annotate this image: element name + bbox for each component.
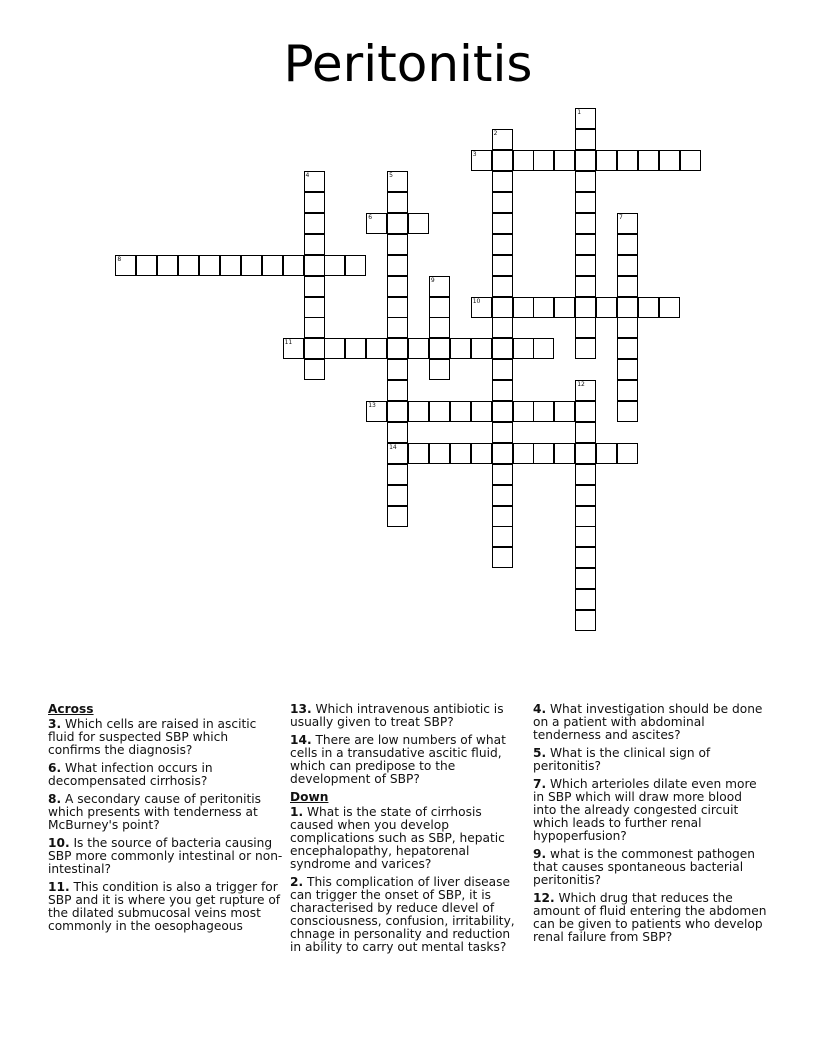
grid-cell[interactable]: [617, 338, 638, 359]
grid-cell[interactable]: [262, 255, 283, 276]
grid-cell[interactable]: [638, 150, 659, 171]
grid-cell[interactable]: [575, 589, 596, 610]
across-clues-part2: [290, 703, 525, 786]
clue-num: 2.: [290, 875, 304, 889]
grid-cell[interactable]: [513, 443, 534, 464]
grid-cell[interactable]: [492, 255, 513, 276]
grid-cell[interactable]: [533, 338, 554, 359]
grid-cell[interactable]: [387, 443, 408, 464]
grid-cell[interactable]: [115, 255, 136, 276]
grid-cell[interactable]: [575, 213, 596, 234]
clue-item: [290, 806, 525, 871]
grid-cell[interactable]: [617, 297, 638, 318]
grid-cell[interactable]: [492, 129, 513, 150]
grid-cell[interactable]: [429, 443, 450, 464]
grid-cell[interactable]: [492, 213, 513, 234]
grid-cell[interactable]: [387, 401, 408, 422]
clue-num: 5.: [533, 746, 547, 760]
clue-text: This complication of liver disease can trigger the onset of SBP, it is characterised by reduce dlevel of consciousness, confusion, irritability, chnage in personality and reduction in ability to carry out mental tasks?: [290, 875, 515, 954]
clue-number: 14: [389, 443, 397, 451]
clue-text: A secondary cause of peritonitis which presents with tenderness at McBurney's point?: [48, 792, 261, 832]
clues-column-2: [290, 703, 525, 959]
grid-cell[interactable]: [492, 380, 513, 401]
grid-cell[interactable]: [533, 150, 554, 171]
grid-cell[interactable]: [492, 192, 513, 213]
grid-cell[interactable]: [575, 443, 596, 464]
grid-cell[interactable]: [575, 297, 596, 318]
grid-cell[interactable]: [429, 359, 450, 380]
grid-cell[interactable]: [450, 338, 471, 359]
grid-cell[interactable]: [345, 255, 366, 276]
grid-cell[interactable]: [617, 276, 638, 297]
grid-cell[interactable]: [408, 213, 429, 234]
grid-cell[interactable]: [304, 359, 325, 380]
clue-num: 8.: [48, 792, 62, 806]
grid-cell[interactable]: [575, 317, 596, 338]
clue-item: [290, 734, 525, 786]
grid-cell[interactable]: [492, 317, 513, 338]
grid-cell[interactable]: [513, 297, 534, 318]
grid-cell[interactable]: [492, 506, 513, 527]
clue-number: 1: [577, 109, 582, 117]
grid-cell[interactable]: [554, 401, 575, 422]
grid-cell[interactable]: [387, 171, 408, 192]
clue-number: 4: [305, 172, 310, 180]
grid-cell[interactable]: [575, 526, 596, 547]
clue-text: Is the source of bacteria causing SBP more commonly intestinal or non-intestinal?: [48, 836, 283, 876]
grid-cell[interactable]: [157, 255, 178, 276]
clue-number: 12: [577, 381, 585, 389]
grid-cell[interactable]: [513, 338, 534, 359]
clue-item: [533, 703, 768, 742]
grid-cell[interactable]: [575, 150, 596, 171]
grid-cell[interactable]: [471, 401, 492, 422]
grid-cell[interactable]: [429, 401, 450, 422]
grid-cell[interactable]: [492, 422, 513, 443]
grid-cell[interactable]: [492, 547, 513, 568]
grid-cell[interactable]: [304, 338, 325, 359]
grid-cell[interactable]: [575, 506, 596, 527]
clue-num: 9.: [533, 847, 547, 861]
clue-text: what is the commonest pathogen that causes spontaneous bacterial peritonitis?: [533, 847, 756, 887]
clue-item: [48, 793, 283, 832]
grid-cell[interactable]: [575, 485, 596, 506]
grid-cell[interactable]: [366, 213, 387, 234]
grid-cell[interactable]: [492, 338, 513, 359]
clue-text: Which arterioles dilate even more in SBP which will draw more blood into the already congested circuit which leads to further renal hypoperfusion?: [533, 777, 757, 843]
grid-cell[interactable]: [450, 443, 471, 464]
grid-cell[interactable]: [429, 276, 450, 297]
grid-cell[interactable]: [304, 317, 325, 338]
grid-cell[interactable]: [533, 297, 554, 318]
grid-cell[interactable]: [659, 297, 680, 318]
grid-cell[interactable]: [492, 464, 513, 485]
grid-cell[interactable]: [178, 255, 199, 276]
grid-cell[interactable]: [492, 443, 513, 464]
clue-num: 4.: [533, 702, 547, 716]
clue-number: 10: [472, 297, 481, 305]
clues-column-3: [533, 703, 768, 949]
clue-number: 6: [368, 213, 373, 221]
clue-num: 1.: [290, 805, 304, 819]
grid-cell[interactable]: [387, 485, 408, 506]
grid-cell[interactable]: [554, 443, 575, 464]
grid-cell[interactable]: [617, 150, 638, 171]
grid-cell[interactable]: [429, 317, 450, 338]
grid-cell[interactable]: [324, 255, 345, 276]
grid-cell[interactable]: [492, 276, 513, 297]
grid-cell[interactable]: [617, 443, 638, 464]
grid-cell[interactable]: [283, 338, 304, 359]
grid-cell[interactable]: [575, 234, 596, 255]
grid-cell[interactable]: [387, 338, 408, 359]
clue-text: Which cells are raised in ascitic fluid for suspected SBP which confirms the diagnosis?: [48, 717, 257, 757]
grid-cell[interactable]: [471, 443, 492, 464]
grid-cell[interactable]: [471, 338, 492, 359]
grid-cell[interactable]: [617, 234, 638, 255]
grid-cell[interactable]: [387, 192, 408, 213]
clue-item: [48, 718, 283, 757]
clue-number: 7: [619, 213, 623, 221]
grid-cell[interactable]: [304, 171, 325, 192]
grid-cell[interactable]: [575, 610, 596, 631]
grid-cell[interactable]: [575, 255, 596, 276]
clue-item: [48, 837, 283, 876]
grid-cell[interactable]: [659, 150, 680, 171]
grid-cell[interactable]: [554, 150, 575, 171]
grid-cell[interactable]: [387, 359, 408, 380]
page-title: Peritonitis: [283, 35, 533, 93]
grid-cell[interactable]: [492, 150, 513, 171]
clue-item: [290, 876, 525, 954]
grid-cell[interactable]: [387, 317, 408, 338]
clue-num: 7.: [533, 777, 547, 791]
grid-cell[interactable]: [387, 234, 408, 255]
grid-cell[interactable]: [492, 485, 513, 506]
grid-cell[interactable]: [596, 150, 617, 171]
grid-cell[interactable]: [617, 380, 638, 401]
grid-cell[interactable]: [575, 276, 596, 297]
clue-text: What investigation should be done on a patient with abdominal tenderness and ascites?: [533, 702, 763, 742]
clue-text: Which drug that reduces the amount of fluid entering the abdomen can be given to patients who develop renal failure from SBP?: [533, 891, 767, 944]
clue-number: 9: [430, 276, 435, 284]
grid-cell[interactable]: [304, 255, 325, 276]
grid-cell[interactable]: [387, 422, 408, 443]
clue-text: What is the clinical sign of peritonitis?: [533, 746, 711, 773]
grid-cell[interactable]: [199, 255, 220, 276]
grid-cell[interactable]: [283, 255, 304, 276]
grid-cell[interactable]: [304, 234, 325, 255]
clue-item: [48, 881, 283, 933]
grid-cell[interactable]: [575, 422, 596, 443]
clue-number: 13: [368, 402, 376, 409]
clue-item: [290, 703, 525, 729]
grid-cell[interactable]: [387, 213, 408, 234]
grid-cell[interactable]: [575, 129, 596, 150]
grid-cell[interactable]: [575, 464, 596, 485]
clue-number: 5: [389, 172, 393, 180]
grid-cell[interactable]: [575, 171, 596, 192]
down-clues-part1: [290, 806, 525, 954]
grid-cell[interactable]: [492, 401, 513, 422]
clue-item: [48, 762, 283, 788]
grid-cell[interactable]: [513, 401, 534, 422]
grid-cell[interactable]: [492, 171, 513, 192]
clue-num: 11.: [48, 880, 70, 894]
clue-text: What is the state of cirrhosis caused when you develop complications such as SBP, hepatic encephalopathy, hepatorenal syndrome and varices?: [290, 805, 505, 871]
grid-cell[interactable]: [304, 213, 325, 234]
grid-cell[interactable]: [554, 297, 575, 318]
grid-cell[interactable]: [220, 255, 241, 276]
clue-num: 12.: [533, 891, 555, 905]
grid-cell[interactable]: [387, 506, 408, 527]
grid-cell[interactable]: [492, 359, 513, 380]
clue-text: Which intravenous antibiotic is usually given to treat SBP?: [290, 702, 504, 729]
clue-num: 3.: [48, 717, 62, 731]
grid-cell[interactable]: [324, 338, 345, 359]
across-clues-part1: [48, 718, 283, 933]
clue-item: [533, 892, 768, 944]
clue-item: [533, 848, 768, 887]
grid-cell[interactable]: [575, 338, 596, 359]
grid-cell[interactable]: [575, 401, 596, 422]
clue-number: 2: [493, 130, 498, 138]
clue-num: 6.: [48, 761, 62, 775]
grid-cell[interactable]: [241, 255, 262, 276]
grid-cell[interactable]: [617, 255, 638, 276]
clue-text: This condition is also a trigger for SBP and it is where you get rupture of the dilated submucosal veins most commonly in the oesophageous: [48, 880, 281, 933]
grid-cell[interactable]: [136, 255, 157, 276]
grid-cell[interactable]: [533, 401, 554, 422]
grid-cell[interactable]: [471, 150, 492, 171]
grid-cell[interactable]: [575, 108, 596, 129]
grid-cell[interactable]: [429, 338, 450, 359]
grid-cell[interactable]: [408, 338, 429, 359]
grid-cell[interactable]: [387, 464, 408, 485]
grid-cell[interactable]: [513, 150, 534, 171]
grid-cell[interactable]: [596, 443, 617, 464]
grid-cell[interactable]: [680, 150, 701, 171]
grid-cell[interactable]: [533, 443, 554, 464]
across-heading: Across: [48, 702, 94, 716]
grid-cell[interactable]: [387, 297, 408, 318]
clue-text: What infection occurs in decompensated cirrhosis?: [48, 761, 213, 788]
grid-cell[interactable]: [387, 380, 408, 401]
grid-cell[interactable]: [617, 317, 638, 338]
grid-cell[interactable]: [304, 192, 325, 213]
grid-cell[interactable]: [617, 213, 638, 234]
clue-text: There are low numbers of what cells in a transudative ascitic fluid, which can predipose to the development of SBP?: [290, 733, 506, 786]
grid-cell[interactable]: [408, 443, 429, 464]
clue-item: [533, 778, 768, 843]
grid-cell[interactable]: [575, 380, 596, 401]
grid-cell[interactable]: [638, 297, 659, 318]
down-heading: Down: [290, 790, 329, 804]
grid-cell[interactable]: [575, 568, 596, 589]
grid-cell[interactable]: [471, 297, 492, 318]
grid-cell[interactable]: [366, 338, 387, 359]
clue-num: 13.: [290, 702, 312, 716]
grid-cell[interactable]: [408, 401, 429, 422]
grid-cell[interactable]: [575, 192, 596, 213]
grid-cell[interactable]: [617, 401, 638, 422]
grid-cell[interactable]: [366, 401, 387, 422]
grid-cell[interactable]: [345, 338, 366, 359]
grid-cell[interactable]: [575, 547, 596, 568]
clue-num: 14.: [290, 733, 312, 747]
grid-cell[interactable]: [304, 276, 325, 297]
clue-number: 11: [284, 339, 293, 347]
grid-cell[interactable]: [429, 297, 450, 318]
grid-cell[interactable]: [596, 297, 617, 318]
clue-number: 3: [472, 151, 477, 159]
clue-num: 10.: [48, 836, 70, 850]
down-clues-part2: [533, 703, 768, 944]
grid-cell[interactable]: [492, 234, 513, 255]
clues-column-1: [48, 703, 283, 938]
clue-number: 8: [117, 255, 122, 263]
grid-cell[interactable]: [492, 297, 513, 318]
grid-cell[interactable]: [387, 276, 408, 297]
grid-cell[interactable]: [304, 297, 325, 318]
grid-cell[interactable]: [617, 359, 638, 380]
clue-item: [533, 747, 768, 773]
grid-cell[interactable]: [450, 401, 471, 422]
grid-cell[interactable]: [492, 526, 513, 547]
grid-cell[interactable]: [387, 255, 408, 276]
